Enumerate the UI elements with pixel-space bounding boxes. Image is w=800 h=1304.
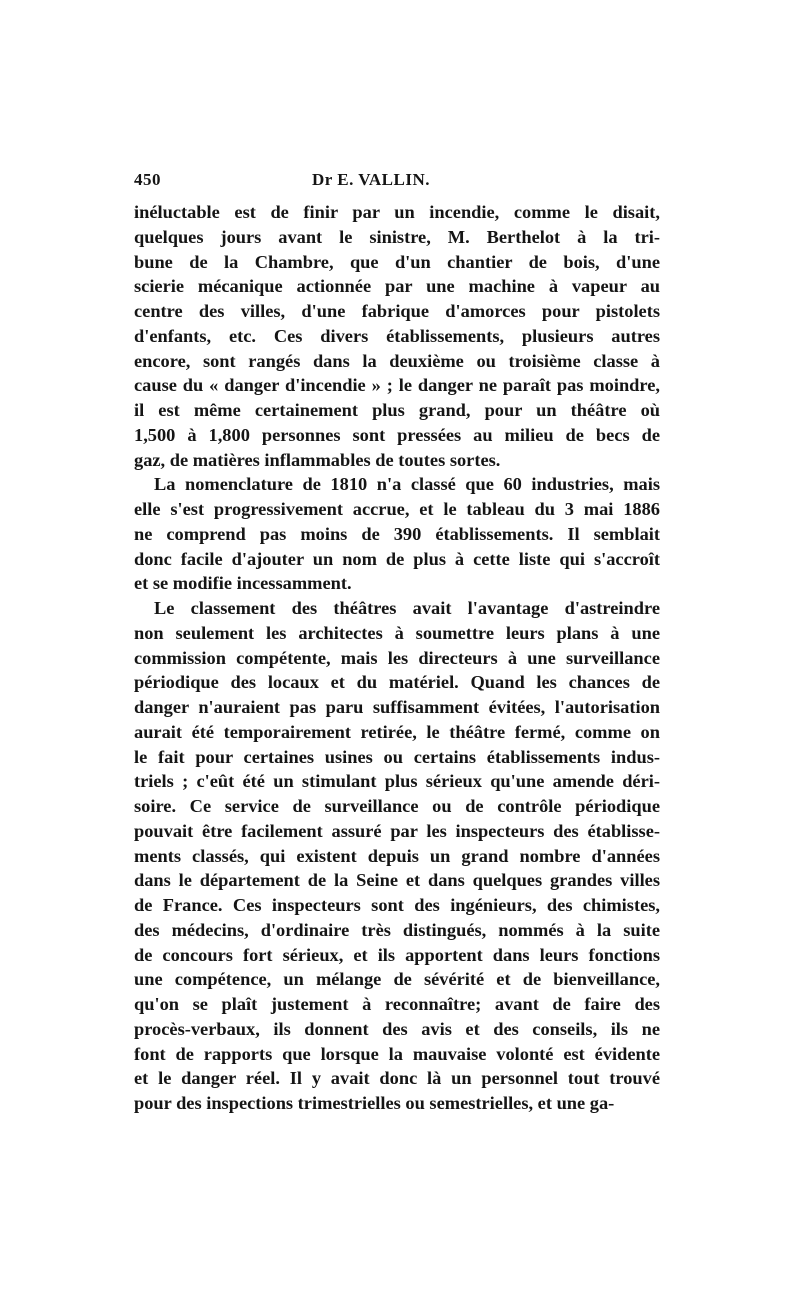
text-line: dans le département de la Seine et dans quelques grandes villes: [134, 870, 660, 891]
text-line: Le classement des théâtres avait l'avantage d'astreindre: [154, 598, 660, 618]
text-line: pouvait être facilement assuré par les inspecteurs des établisse-: [134, 820, 660, 841]
text-line: qu'on se plaît justement à reconnaître; avant de faire des: [134, 994, 660, 1014]
text-line: de France. Ces inspecteurs sont des ingénieurs, des chimistes,: [134, 895, 660, 915]
text-line: quelques jours avant le sinistre, M. Berthelot à la tri-: [134, 226, 660, 247]
text-line: inéluctable est de finir par un incendie, comme le disait,: [134, 202, 660, 222]
text-line: commission compétente, mais les directeurs à une surveillance: [134, 647, 660, 668]
text-line: et le danger réel. Il y avait donc là un personnel tout trouvé: [134, 1068, 660, 1089]
text-line: ne comprend pas moins de 390 établissements. Il semblait: [134, 523, 660, 544]
text-line: centre des villes, d'une fabrique d'amorces pour pistolets: [134, 301, 660, 321]
text-line: cause du « danger d'incendie » ; le danger ne paraît pas moindre,: [134, 375, 660, 396]
text-line: donc facile d'ajouter un nom de plus à cette liste qui s'accroît: [134, 548, 660, 569]
text-line: de concours fort sérieux, et ils apportent dans leurs fonctions: [134, 944, 660, 965]
text-line: encore, sont rangés dans la deuxième ou troisième classe à: [134, 350, 660, 371]
text-line: triels ; c'eût été un stimulant plus sérieux qu'une amende déri-: [134, 771, 660, 792]
text-line: aurait été temporairement retirée, le théâtre fermé, comme on: [134, 721, 660, 742]
text-line: elle s'est progressivement accrue, et le tableau du 3 mai 1886: [134, 499, 660, 519]
paragraph: [134, 472, 660, 596]
text-line: pour des inspections trimestrielles ou semestrielles, et une ga-: [134, 1093, 615, 1113]
text-line: périodique des locaux et du matériel. Quand les chances de: [134, 672, 660, 693]
paragraph: [134, 596, 660, 1116]
text-line: il est même certainement plus grand, pour un théâtre où: [134, 400, 660, 420]
text-line: et se modifie incessamment.: [134, 573, 352, 594]
text-line: soire. Ce service de surveillance ou de contrôle périodique: [134, 796, 660, 816]
text-line: gaz, de matières inflammables de toutes sortes.: [134, 449, 501, 470]
text-line: des médecins, d'ordinaire très distingués, nommés à la suite: [134, 919, 660, 940]
text-line: une compétence, un mélange de sévérité et de bienveillance,: [134, 969, 660, 990]
text-line: scierie mécanique actionnée par une machine à vapeur au: [134, 276, 660, 297]
running-head: [134, 170, 660, 194]
text-line: La nomenclature de 1810 n'a classé que 60 industries, mais: [154, 474, 660, 495]
text-line: procès-verbaux, ils donnent des avis et des conseils, ils ne: [134, 1018, 660, 1039]
page-number: 450: [134, 170, 161, 189]
text-line: non seulement les architectes à soumettre leurs plans à une: [134, 622, 660, 643]
text-line: le fait pour certaines usines ou certains établissements indus-: [134, 746, 660, 767]
text-line: danger n'auraient pas paru suffisamment évitées, l'autorisation: [134, 697, 660, 717]
running-head-title: Dr E. VALLIN.: [312, 170, 430, 189]
text-line: ments classés, qui existent depuis un grand nombre d'années: [134, 845, 660, 866]
text-line: font de rapports que lorsque la mauvaise volonté est évidente: [134, 1043, 660, 1064]
text-line: bune de la Chambre, que d'un chantier de bois, d'une: [134, 251, 660, 272]
body-text: [134, 200, 660, 1116]
text-line: d'enfants, etc. Ces divers établissements, plusieurs autres: [134, 325, 660, 346]
paragraph: [134, 200, 660, 472]
text-line: 1,500 à 1,800 personnes sont pressées au milieu de becs de: [134, 424, 660, 445]
